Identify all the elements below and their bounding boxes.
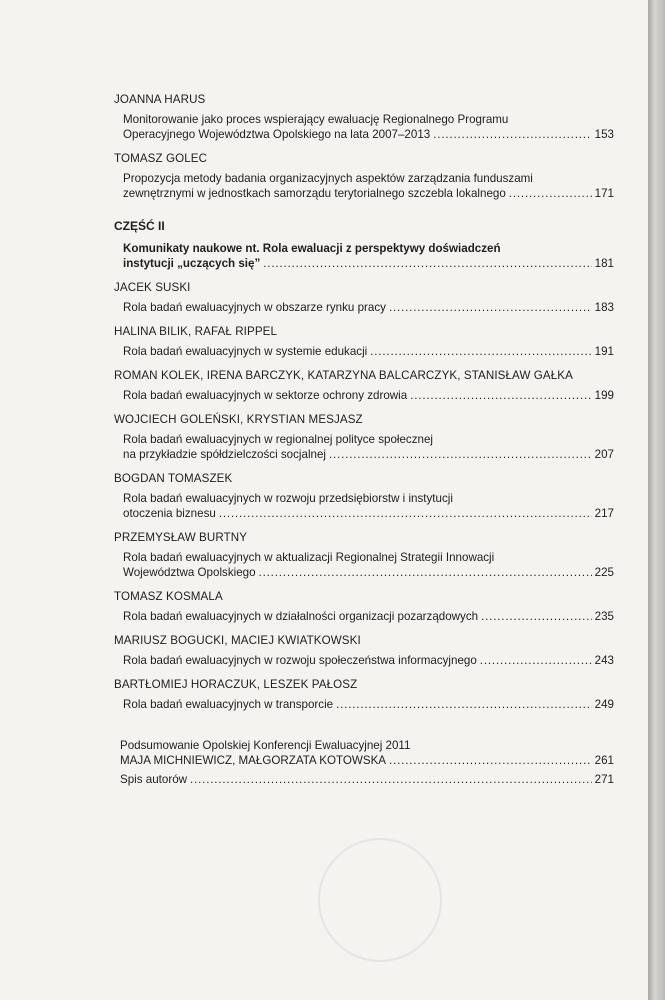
entry-author: TOMASZ KOSMALA (114, 590, 223, 603)
entry-title-line: Monitorowanie jako proces wspierający ewaluację Regionalnego Programu (123, 113, 509, 126)
entry-title-line: zewnętrznymi w jednostkach samorządu terytorialnego szczebla lokalnego (123, 187, 506, 200)
page-number[interactable]: 153 (594, 128, 614, 141)
summary-title: Podsumowanie Opolskiej Konferencji Ewaluacyjnej 2011 (120, 739, 411, 752)
part-title (123, 241, 614, 271)
toc-entry (114, 151, 614, 201)
entry-title-last-line (123, 609, 614, 624)
entry-title-last-line (123, 565, 614, 580)
entry-title-line: Rola badań ewaluacyjnych w obszarze rynku pracy (123, 301, 386, 314)
part-title-line: instytucji „uczących się” (123, 257, 261, 270)
page-number[interactable]: 217 (594, 507, 614, 520)
entry-author: WOJCIECH GOLEŃSKI, KRYSTIAN MESJASZ (114, 413, 363, 426)
entry-title-line: Rola badań ewaluacyjnych w sektorze ochrony zdrowia (123, 389, 408, 402)
entry-title-line: Rola badań ewaluacyjnych w transporcie (123, 698, 334, 711)
leader-dots (370, 344, 591, 359)
toc-entry (114, 324, 614, 359)
leader-dots (433, 127, 591, 142)
table-of-contents (114, 92, 614, 787)
entry-title-last-line (123, 447, 614, 462)
toc-entry (114, 633, 614, 668)
entry-title-last-line (123, 506, 614, 521)
part-heading: CZĘŚĆ II (114, 219, 165, 233)
entry-title (123, 550, 614, 580)
entry-author: TOMASZ GOLEC (114, 152, 208, 165)
entry-author: JACEK SUSKI (114, 281, 191, 294)
entry-title-last-line (123, 653, 614, 668)
toc-entry (114, 530, 614, 580)
page-edge (648, 0, 665, 1000)
entry-author: BOGDAN TOMASZEK (114, 472, 233, 485)
leader-dots (389, 753, 592, 768)
entry-title (123, 300, 614, 315)
entry-title-line: Rola badań ewaluacyjnych w rozwoju przedsiębiorstw i instytucji (123, 492, 453, 505)
entry-title (123, 388, 614, 403)
entry-title-line: Województwa Opolskiego (123, 566, 256, 579)
entry-author: HALINA BILIK, RAFAŁ RIPPEL (114, 325, 278, 338)
entry-title-last-line (123, 388, 614, 403)
page-number[interactable]: 235 (594, 610, 614, 623)
summary-authors-line (120, 753, 614, 768)
part-title-entry (114, 241, 614, 271)
entry-title (123, 344, 614, 359)
summary-entry (120, 738, 614, 787)
leader-dots (329, 447, 592, 462)
page-number[interactable]: 181 (594, 257, 614, 270)
page-number[interactable]: 191 (594, 345, 614, 358)
page-number[interactable]: 183 (594, 301, 614, 314)
leader-dots (389, 300, 592, 315)
entry-title-last-line (123, 300, 614, 315)
toc-entry (114, 92, 614, 142)
entry-title-last-line (123, 344, 614, 359)
entry-title-last-line (123, 186, 614, 201)
entry-title (123, 171, 614, 201)
entries-part-two (114, 280, 614, 712)
entry-title (123, 112, 614, 142)
entry-author: BARTŁOMIEJ HORACZUK, LESZEK PAŁOSZ (114, 678, 358, 691)
entry-title-last-line (123, 127, 614, 142)
leader-dots (480, 653, 592, 668)
page-number[interactable]: 243 (594, 654, 614, 667)
leader-dots (336, 697, 592, 712)
part-title-line: Komunikaty naukowe nt. Rola ewaluacji z perspektywy doświadczeń (123, 242, 501, 255)
entry-title-line: na przykładzie spółdzielczości socjalnej (123, 448, 326, 461)
entry-title-line: Rola badań ewaluacyjnych w aktualizacji Regionalnej Strategii Innowacji (123, 551, 495, 564)
page-number[interactable]: 271 (594, 773, 614, 786)
entry-title (123, 653, 614, 668)
page-number[interactable]: 171 (594, 187, 614, 200)
toc-entry (114, 368, 614, 403)
entry-title-line: Rola badań ewaluacyjnych w regionalnej polityce społecznej (123, 433, 433, 446)
entry-title (123, 697, 614, 712)
leader-dots (509, 186, 592, 201)
entry-title (123, 432, 614, 462)
authors-index-line (120, 772, 614, 787)
toc-entry (114, 280, 614, 315)
authors-index-title: Spis autorów (120, 773, 188, 786)
entry-title-line: Operacyjnego Województwa Opolskiego na lata 2007–2013 (123, 128, 431, 141)
entry-title-last-line (123, 697, 614, 712)
toc-entry (114, 471, 614, 521)
entry-author: MARIUSZ BOGUCKI, MACIEJ KWIATKOWSKI (114, 634, 361, 647)
summary-authors: MAJA MICHNIEWICZ, MAŁGORZATA KOTOWSKA (120, 754, 387, 767)
entry-title (123, 609, 614, 624)
entry-author: ROMAN KOLEK, IRENA BARCZYK, KATARZYNA BALCARCZYK, STANISŁAW GAŁKA (114, 369, 573, 382)
entry-author: PRZEMYSŁAW BURTNY (114, 531, 248, 544)
entry-title-line: Rola badań ewaluacyjnych w systemie edukacji (123, 345, 368, 358)
toc-entry (114, 677, 614, 712)
entry-title (123, 491, 614, 521)
leader-dots (190, 772, 592, 787)
page-number[interactable]: 261 (594, 754, 614, 767)
entry-author: JOANNA HARUS (114, 93, 206, 106)
leader-dots (259, 565, 592, 580)
leader-dots (219, 506, 592, 521)
entry-title-line: Rola badań ewaluacyjnych w rozwoju społeczeństwa informacyjnego (123, 654, 477, 667)
entry-title-line: otoczenia biznesu (123, 507, 216, 520)
entry-title-line: Rola badań ewaluacyjnych w działalności organizacji pozarządowych (123, 610, 479, 623)
part-title-last-line (123, 256, 614, 271)
entry-title-line: Propozycja metody badania organizacyjnych aspektów zarządzania funduszami (123, 172, 533, 185)
library-stamp (318, 838, 442, 962)
page-number[interactable]: 225 (594, 566, 614, 579)
toc-entry (114, 412, 614, 462)
page-number[interactable]: 207 (594, 448, 614, 461)
leader-dots (481, 609, 592, 624)
leader-dots (410, 388, 591, 403)
page-number[interactable]: 249 (594, 698, 614, 711)
leader-dots (263, 256, 591, 271)
entries-part-one (114, 92, 614, 201)
toc-entry (114, 589, 614, 624)
page-number[interactable]: 199 (594, 389, 614, 402)
